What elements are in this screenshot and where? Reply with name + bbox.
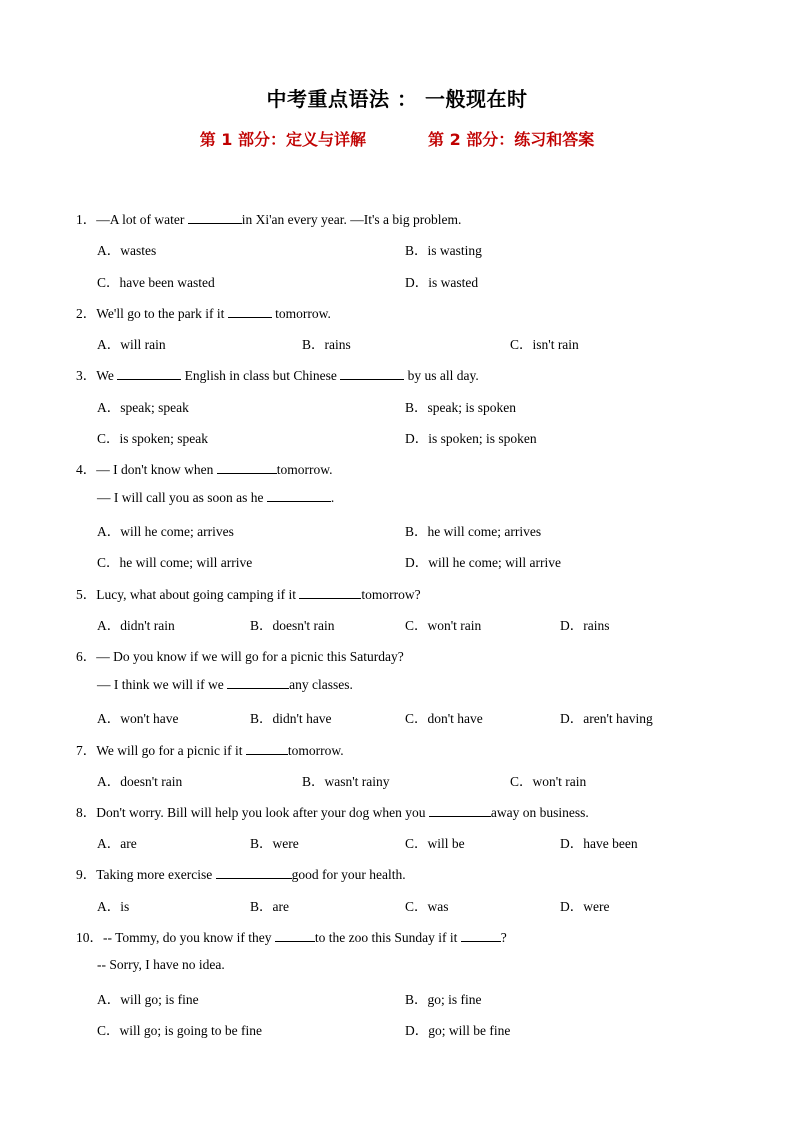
option-a: A．are — [97, 836, 137, 851]
option-b: B．were — [250, 836, 299, 851]
section-1-heading: 第 1 部分：定义与详解 — [199, 130, 366, 149]
answer-blank — [275, 929, 315, 942]
question-9: 9．Taking more exercise good for your health. — [76, 867, 406, 882]
option-c: C．have been wasted — [97, 275, 215, 290]
option-a: A．didn't rain — [97, 618, 175, 633]
option-c: C．don't have — [405, 711, 483, 726]
option-a: A．will he come; arrives — [97, 524, 234, 539]
answer-blank — [216, 866, 292, 879]
option-d: D．aren't having — [560, 711, 653, 726]
option-a: A．doesn't rain — [97, 774, 183, 789]
question-4-line-2: — I will call you as soon as he . — [97, 490, 335, 505]
option-c: C．isn't rain — [510, 337, 579, 352]
question-4: 4．— I don't know when tomorrow. — [76, 462, 333, 477]
answer-blank — [227, 676, 289, 689]
question-6: 6．— Do you know if we will go for a picnic this Saturday? — [76, 649, 404, 664]
option-d: D．is spoken; is spoken — [405, 431, 537, 446]
question-10: 10．-- Tommy, do you know if they to the zoo this Sunday if it ? — [76, 930, 507, 945]
option-a: A．wastes — [97, 243, 157, 258]
answer-blank — [188, 211, 242, 224]
option-a: A．won't have — [97, 711, 179, 726]
option-b: B．rains — [302, 337, 351, 352]
option-b: B．are — [250, 899, 289, 914]
page-title: 中考重点语法 ： 一般现在时 — [266, 87, 528, 111]
question-1: 1．—A lot of water in Xi'an every year. —It's a big problem. — [76, 212, 462, 227]
question-3: 3．We English in class but Chinese by us all day. — [76, 368, 479, 383]
answer-blank — [117, 367, 181, 380]
answer-blank — [340, 367, 404, 380]
question-8: 8．Don't worry. Bill will help you look after your dog when you away on business. — [76, 805, 589, 820]
answer-blank — [429, 804, 491, 817]
option-c: C．won't rain — [510, 774, 587, 789]
option-a: A．is — [97, 899, 130, 914]
option-d: D．rains — [560, 618, 610, 633]
option-b: B．speak; is spoken — [405, 400, 516, 415]
option-d: D．is wasted — [405, 275, 479, 290]
option-d: D．have been — [560, 836, 638, 851]
option-a: A．speak; speak — [97, 400, 189, 415]
option-c: C．won't rain — [405, 618, 482, 633]
question-6-line-2: — I think we will if we any classes. — [97, 677, 353, 692]
section-2-heading: 第 2 部分：练习和答案 — [428, 130, 595, 149]
answer-blank — [217, 461, 277, 474]
question-10-line-2: -- Sorry, I have no idea. — [97, 957, 225, 972]
option-b: B．is wasting — [405, 243, 482, 258]
option-c: C．was — [405, 899, 449, 914]
answer-blank — [228, 305, 272, 318]
answer-blank — [299, 586, 361, 599]
section-headings — [0, 127, 794, 150]
answer-blank — [461, 929, 501, 942]
option-d: D．were — [560, 899, 610, 914]
option-d: D．will he come; will arrive — [405, 555, 561, 570]
answer-blank — [246, 742, 288, 755]
option-b: B．didn't have — [250, 711, 332, 726]
option-d: D．go; will be fine — [405, 1023, 511, 1038]
option-a: A．will rain — [97, 337, 166, 352]
question-7: 7．We will go for a picnic if it tomorrow. — [76, 743, 344, 758]
option-b: B．doesn't rain — [250, 618, 335, 633]
option-b: B．he will come; arrives — [405, 524, 542, 539]
option-b: B．go; is fine — [405, 992, 482, 1007]
option-a: A．will go; is fine — [97, 992, 199, 1007]
option-c: C．is spoken; speak — [97, 431, 208, 446]
option-c: C．will be — [405, 836, 465, 851]
question-5: 5．Lucy, what about going camping if it tomorrow? — [76, 587, 421, 602]
option-c: C．he will come; will arrive — [97, 555, 253, 570]
option-b: B．wasn't rainy — [302, 774, 390, 789]
option-c: C．will go; is going to be fine — [97, 1023, 262, 1038]
question-2: 2．We'll go to the park if it tomorrow. — [76, 306, 331, 321]
answer-blank — [267, 489, 331, 502]
